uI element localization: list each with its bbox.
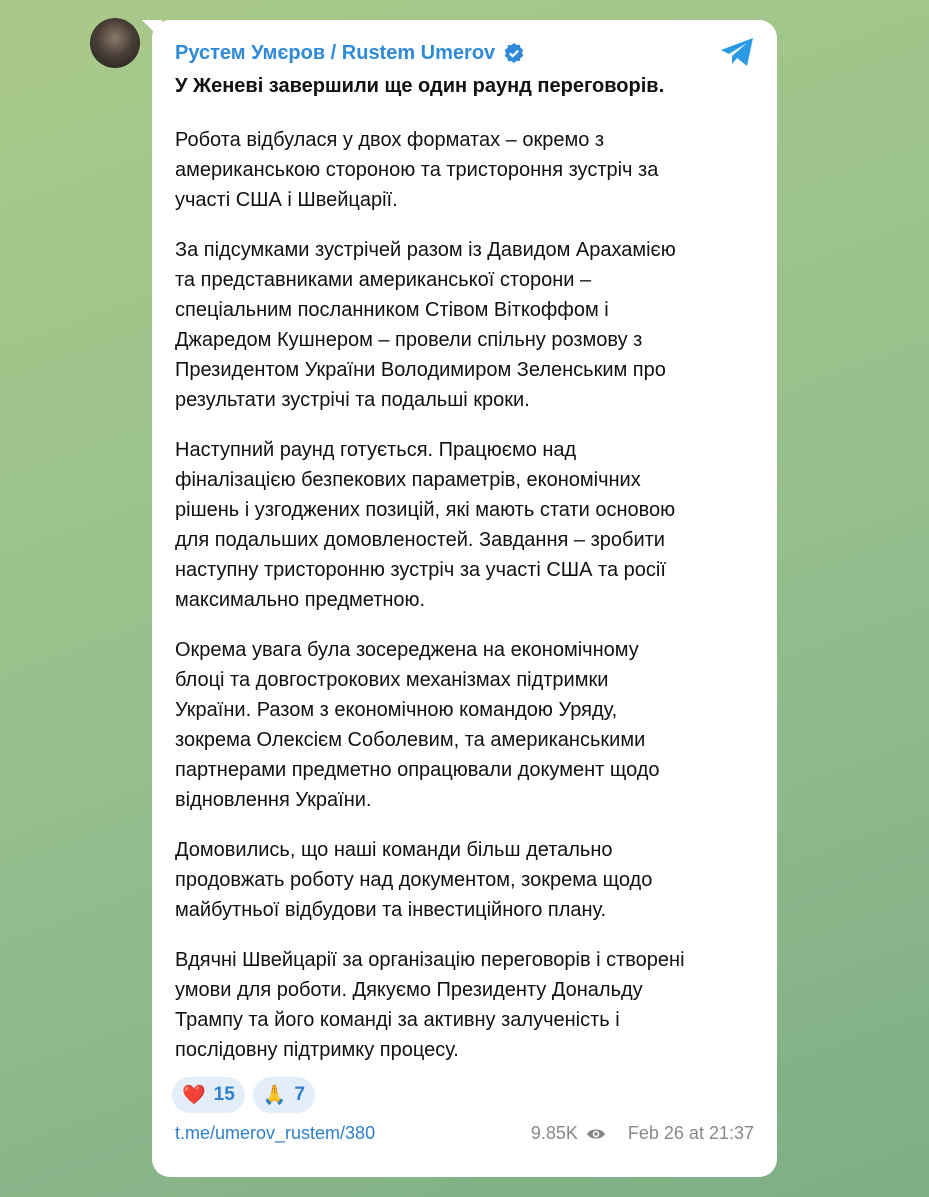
text-line: спеціальним посланником Стівом Віткоффом і — [175, 299, 609, 321]
text-line: Домовились, що наші команди більш детально — [175, 839, 613, 861]
reaction-button[interactable] — [253, 1077, 315, 1113]
telegram-icon[interactable] — [719, 36, 755, 68]
post-card — [152, 20, 777, 1177]
text-line: відновлення України. — [175, 789, 372, 811]
post-paragraph — [175, 435, 765, 615]
text-line: фіналізацією безпекових параметрів, економічних — [175, 469, 641, 491]
post-paragraph — [175, 945, 765, 1065]
text-line: результати зустрічі та подальші кроки. — [175, 389, 530, 411]
reaction-count: 7 — [294, 1084, 306, 1105]
text-line: продовжать роботу над документом, зокрема щодо — [175, 869, 653, 891]
text-line: Наступний раунд готується. Працюємо над — [175, 439, 577, 461]
text-line: блоці та довгострокових механізмах підтримки — [175, 669, 609, 691]
text-line: для подальших домовленостей. Завдання – зробити — [175, 529, 665, 551]
post-text — [175, 71, 765, 1065]
text-line: Джаредом Кушнером – провели спільну розмову з — [175, 329, 643, 351]
text-line: Президентом України Володимиром Зеленським про — [175, 359, 666, 381]
channel-name-text: Рустем Умєров / Rustem Umerov — [175, 41, 496, 64]
text-line: Вдячні Швейцарії за організацію переговорів і створені — [175, 949, 685, 971]
reaction-emoji-icon: ❤️ — [182, 1085, 206, 1106]
post-title: У Женеві завершили ще один раунд переговорів. — [175, 75, 665, 97]
text-line: партнерами предметно опрацювали документ щодо — [175, 759, 660, 781]
verified-badge-icon — [503, 42, 525, 64]
text-line: максимально предметною. — [175, 589, 426, 611]
post-paragraph — [175, 125, 765, 215]
text-line: участі США і Швейцарії. — [175, 189, 398, 211]
text-line: американською стороною та тристороння зустріч за — [175, 159, 659, 181]
post-paragraph — [175, 235, 765, 415]
post-footer — [175, 1123, 754, 1164]
post-link[interactable]: t.me/umerov_rustem/380 — [175, 1123, 376, 1143]
text-line: Окрема увага була зосереджена на економічному — [175, 639, 639, 661]
text-line: умови для роботи. Дякуємо Президенту Дональду — [175, 979, 643, 1001]
view-count: 9.85K — [530, 1123, 578, 1143]
reactions — [172, 1077, 754, 1113]
text-line: зокрема Олексієм Соболевим, та американськими — [175, 729, 646, 751]
post-paragraph — [175, 635, 765, 815]
reaction-count: 15 — [213, 1084, 235, 1105]
text-line: наступну тристоронню зустріч за участі США та росії — [175, 559, 666, 581]
text-line: послідовну підтримку процесу. — [175, 1039, 459, 1061]
text-line: Трампу та його команді за активну залученість і — [175, 1009, 620, 1031]
eye-icon — [586, 1127, 606, 1141]
text-line: рішень і узгоджених позицій, які мають стати основою — [175, 499, 676, 521]
reaction-emoji-icon: 🙏 — [262, 1085, 287, 1106]
text-line: України. Разом з економічною командою Уряду, — [175, 699, 618, 721]
text-line: За підсумками зустрічей разом із Давидом Арахамією — [175, 239, 676, 261]
post-date: Feb 26 at 21:37 — [627, 1123, 754, 1143]
reaction-button[interactable] — [172, 1077, 245, 1113]
post-paragraph — [175, 835, 765, 925]
channel-avatar[interactable] — [90, 18, 140, 68]
channel-name[interactable] — [175, 39, 754, 67]
text-line: майбутньої відбудови та інвестиційного плану. — [175, 899, 607, 921]
text-line: та представниками американської сторони – — [175, 269, 592, 291]
text-line: Робота відбулася у двох форматах – окремо з — [175, 129, 605, 151]
